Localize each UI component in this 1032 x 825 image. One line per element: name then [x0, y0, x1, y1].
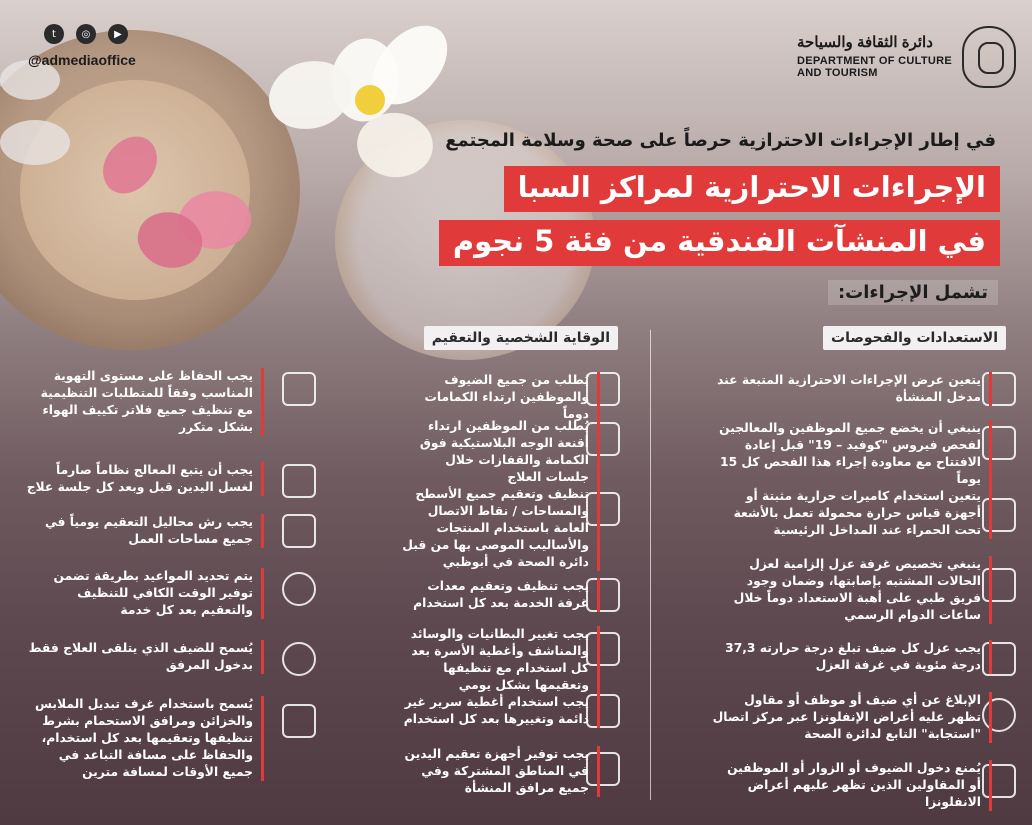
- list-item: [24, 368, 264, 436]
- list-item: [400, 486, 600, 571]
- item-text: يجب تغيير البطانيات والوسائد والمناشف وأغطية الأسرة بعد كل استخدام مع تنظيفها وتعقيمها بشكل يومي: [410, 627, 589, 692]
- list-item: [24, 568, 264, 619]
- stone-decoration: [0, 120, 70, 165]
- sanitizer-spray-person-icon: [282, 514, 316, 548]
- list-item: [712, 760, 992, 811]
- item-text: الإبلاغ عن أي ضيف أو موظف أو مقاول تظهر عليه أعراض الإنفلونزا عبر مركز اتصال "استجابة" التابع لدائرة الصحة: [712, 693, 981, 741]
- list-item: [400, 418, 600, 486]
- logo-english-line1: DEPARTMENT OF CULTURE: [797, 54, 952, 67]
- social-icons: [44, 24, 128, 44]
- item-text: يتعين استخدام كاميرات حرارية مثبتة أو أجهزة قياس حرارة محمولة تعمل بالأشعة تحت الحمراء عند المداخل الرئيسية: [733, 489, 981, 537]
- item-text: يجب رش محاليل التعقيم يومياً في جميع مساحات العمل: [44, 515, 253, 546]
- page-title-line1: الإجراءات الاحترازية لمراكز السبا: [504, 166, 1000, 212]
- item-text: يتعين عرض الإجراءات الاحترازية المتبعة عند مدخل المنشأة: [717, 373, 981, 404]
- page-subtitle: في إطار الإجراءات الاحترازية حرصاً على صحة وسلامة المجتمع: [445, 130, 996, 151]
- list-item: [24, 462, 264, 496]
- item-text: ينبغي أن يخضع جميع الموظفين والمعالجين لفحص فيروس "كوفيد – 19" قبل إعادة الافتتاح مع معاودة إجراء هذا الفحص كل 15 يوماً: [719, 421, 981, 486]
- person-icon: [282, 642, 316, 676]
- item-text: يجب استخدام أغطية سرير غير دائمة وتغييرها بعد كل استخدام: [403, 695, 589, 726]
- list-item: [712, 556, 992, 624]
- list-item: [400, 626, 600, 694]
- social-handle: @admediaoffice: [28, 52, 136, 68]
- item-text: يُمنع دخول الضيوف أو الزوار أو الموظفين أو المقاولين الذين تظهر عليهم أعراض الانفلونزا: [727, 761, 981, 809]
- item-text: تنظيف وتعقيم جميع الأسطح والمساحات / نقاط الاتصال العامة باستخدام المنتجات والأساليب الموصى بها من قبل دائرة الصحة في أبوظبي: [402, 487, 589, 569]
- column-divider: [650, 330, 651, 800]
- department-logo: [797, 26, 1016, 88]
- list-item: [400, 372, 600, 423]
- includes-heading: تشمل الإجراءات:: [828, 280, 998, 305]
- list-item: [24, 640, 264, 674]
- falcon-emblem-icon: [962, 26, 1016, 88]
- list-item: [712, 488, 992, 539]
- item-text: يُسمح باستخدام غرف تبديل الملابس والخزائن ومرافق الاستحمام بشرط تنظيفها وتعقيمها بعد كل استخدام، والحفاظ على مسافة التباعد في جميع الأوقات لمسافة مترين: [35, 697, 253, 779]
- item-text: يتم تحديد المواعيد بطريقة تضمن توفير الوقت الكافي للتنظيف والتعقيم بعد كل خدمة: [53, 569, 253, 617]
- list-item: [712, 692, 992, 743]
- list-item: [712, 640, 992, 674]
- column-heading-prep: الاستعدادات والفحوصات: [823, 326, 1006, 350]
- list-item: [712, 372, 992, 406]
- page-title-line2: في المنشآت الفندقية من فئة 5 نجوم: [439, 220, 1000, 266]
- item-text: يُطلب من جميع الضيوف والموظفين ارتداء الكمامات دوماً: [424, 373, 589, 421]
- youtube-icon[interactable]: ▶: [108, 24, 128, 44]
- logo-arabic-text: دائرة الثقافة والسياحة: [797, 34, 933, 52]
- hand-washing-icon: [282, 464, 316, 498]
- flower-center-decoration: [355, 85, 385, 115]
- logo-english-line2: AND TOURISM: [797, 66, 878, 79]
- air-conditioner-icon: [282, 372, 316, 406]
- item-text: يجب الحفاظ على مستوى التهوية المناسب وفقاً للمتطلبات التنظيمية مع تنظيف جميع فلاتر تكييف الهواء بشكل متكرر: [40, 369, 253, 434]
- list-item: [712, 420, 992, 488]
- clock-icon: [282, 572, 316, 606]
- item-text: ينبغي تخصيص غرفة عزل إلزامية لعزل الحالات المشتبه بإصابتها، وضمان وجود فريق طبي على أهبة الاستعداد دوماً خلال ساعات الدوام الرسمي: [733, 557, 981, 622]
- item-text: يجب تنظيف وتعقيم معدات غرفة الخدمة بعد كل استخدام: [413, 579, 589, 610]
- item-text: يُطلب من الموظفين ارتداء أقنعة الوجه البلاستيكية فوق الكمامة والقفازات خلال جلسات العلاج: [419, 419, 589, 484]
- list-item: [400, 746, 600, 797]
- item-text: يجب توفير أجهزة تعقيم اليدين في المناطق المشتركة وفي جميع مرافق المنشأة: [404, 747, 589, 795]
- social-distancing-icon: [282, 704, 316, 738]
- list-item: [24, 696, 264, 781]
- column-heading-protect: الوقاية الشخصية والتعقيم: [424, 326, 618, 350]
- item-text: يجب أن يتبع المعالج نظاماً صارماً لغسل اليدين قبل وبعد كل جلسة علاج: [26, 463, 253, 494]
- list-item: [400, 578, 600, 612]
- instagram-icon[interactable]: ◎: [76, 24, 96, 44]
- item-text: يُسمح للضيف الذي يتلقى العلاج فقط بدخول المرفق: [28, 641, 253, 672]
- list-item: [24, 514, 264, 548]
- item-text: يجب عزل كل ضيف تبلغ درجة حرارته 37,3 درجة مئوية في غرفة العزل: [725, 641, 981, 672]
- list-item: [400, 694, 600, 728]
- twitter-icon[interactable]: t: [44, 24, 64, 44]
